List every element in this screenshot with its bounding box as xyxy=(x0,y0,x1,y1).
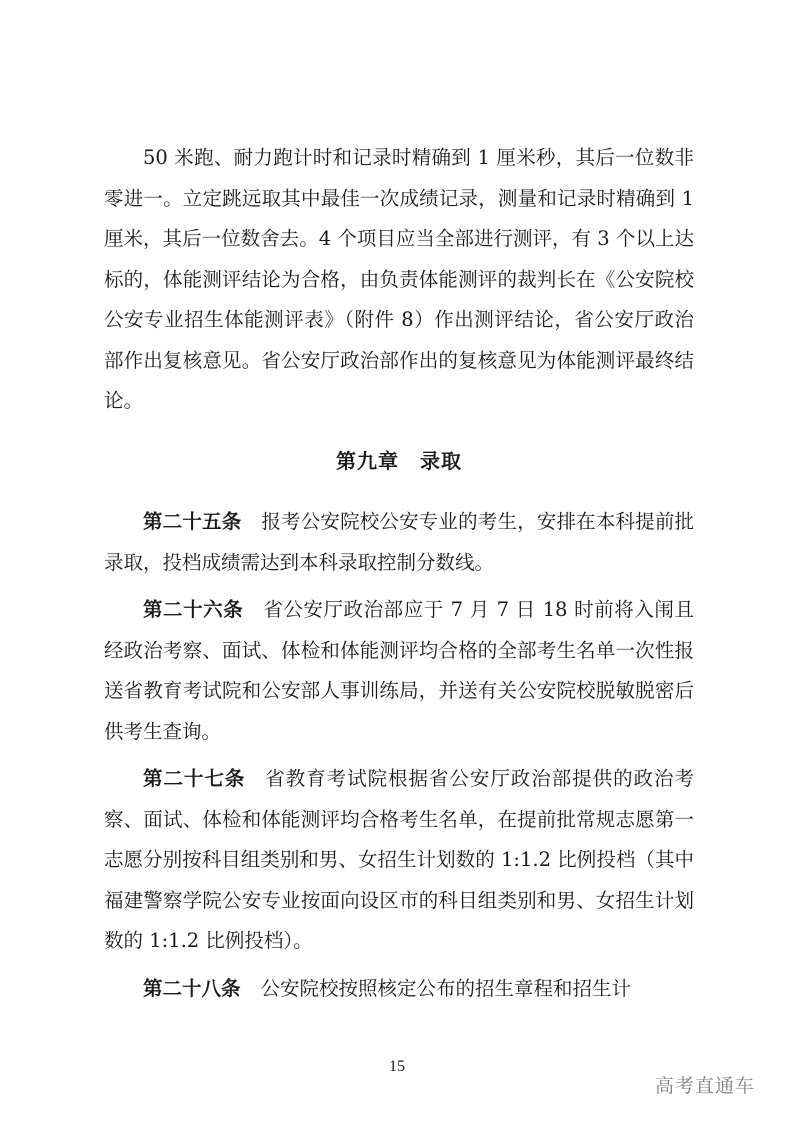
article-text: 省公安厅政治部应于 7 月 7 日 18 时前将入闱且经政治考察、面试、体检和体能测评均合格的全部考生名单一次性报送省教育考试院和公安部人事训练局，并送有关公安院校脱敏脱密后供考生查询。 xyxy=(104,598,694,743)
articles-section xyxy=(104,502,694,1009)
watermark-text: 高考直通车 xyxy=(655,1075,756,1097)
chapter-heading: 第九章 录取 xyxy=(336,449,462,473)
article-text: 报考公安院校公安专业的考生，安排在本科提前批录取，投档成绩需达到本科录取控制分数线。 xyxy=(104,510,694,574)
article-label: 第二十五条 xyxy=(143,510,242,533)
document-body-intro xyxy=(104,138,694,422)
article-26 xyxy=(104,590,694,752)
article-27 xyxy=(104,759,694,962)
intro-paragraph: 50 米跑、耐力跑计时和记录时精确到 1 厘米秒，其后一位数非零进一。立定跳远取其中最佳一次成绩记录，测量和记录时精确到 1 厘米，其后一位数舍去。4 个项目应当全部进行测评，有 3 个以上达标的，体能测评结论为合格，由负责体能测评的裁判长在《公安院校公安专业招生体能测评表》（附件 8）作出测评结论，省公安厅政治部作出复核意见。省公安厅政治部作出的复核意见为体能测评最终结论。 xyxy=(104,146,694,412)
article-label: 第二十六条 xyxy=(143,598,244,621)
page-number: 15 xyxy=(389,1058,405,1075)
article-label: 第二十七条 xyxy=(143,767,246,790)
article-label: 第二十八条 xyxy=(143,976,241,1000)
article-text: 公安院校按照核定公布的招生章程和招生计 xyxy=(260,976,632,1000)
article-28 xyxy=(104,969,694,1010)
article-text: 省教育考试院根据省公安厅政治部提供的政治考察、面试、体检和体能测评均合格考生名单，在提前批常规志愿第一志愿分别按科目组类别和男、女招生计划数的 1:1.2 比例投档（其中福建警察学院公安专业按面向设区市的科目组类别和男、女招生计划数的 1:1.2 比例投档）。 xyxy=(104,767,694,952)
article-25 xyxy=(104,502,694,583)
